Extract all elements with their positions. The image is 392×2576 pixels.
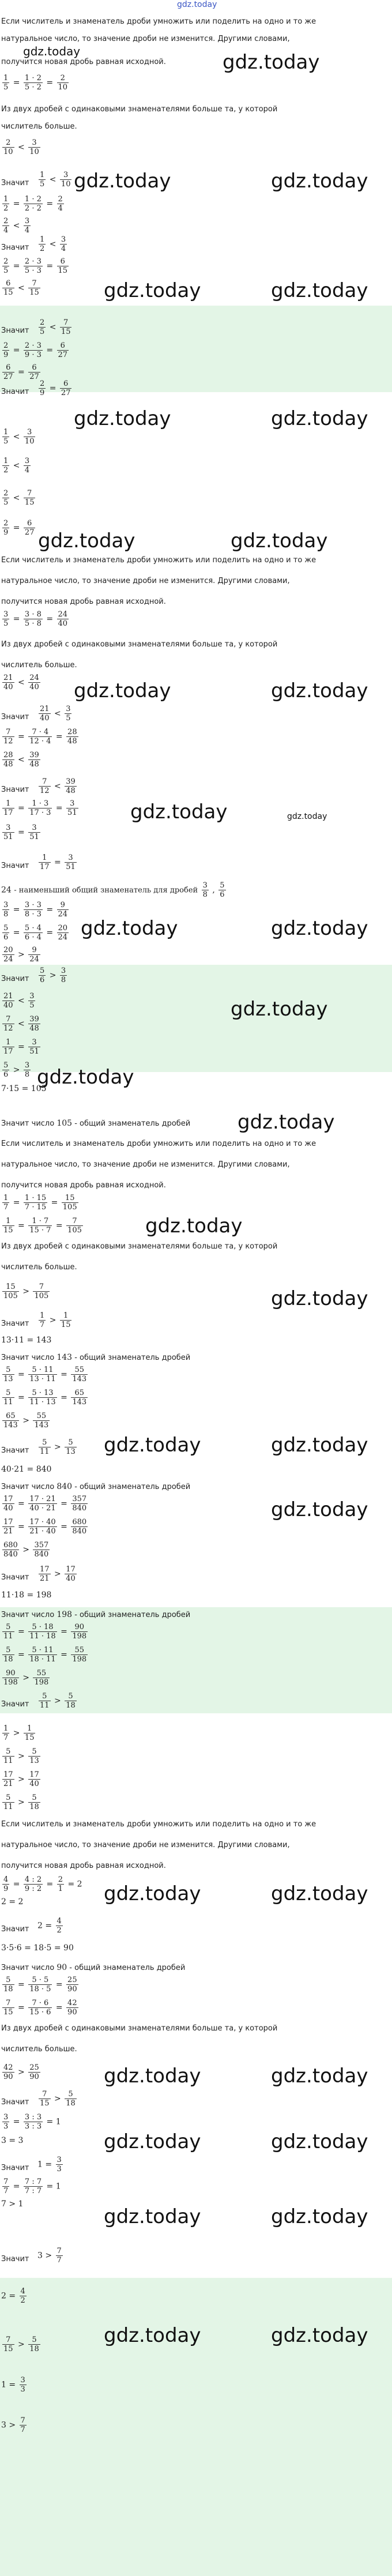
rule-line-3: получится новая дробь равная исходной. bbox=[1, 597, 166, 606]
math-line: $\frac{1}{7}$ = $\frac{1 \cdot 15}{7 \cdot 15}$ = $\frac{15}{105}$ bbox=[3, 1194, 77, 1212]
math-line: $\frac{5}{6}$ = $\frac{5 \cdot 4}{6 \cdot 4}$ = $\frac{20}{24}$ bbox=[3, 924, 68, 942]
answer-line: 3 > $\frac{7}{7}$ bbox=[1, 2416, 25, 2434]
therefore-label: Значит bbox=[1, 2164, 29, 2172]
rule-line-3: получится новая дробь равная исходной. bbox=[1, 1862, 166, 1870]
math-line: $\frac{2}{9}$ = $\frac{2 \cdot 3}{9 \cdot 3}$ = $\frac{6}{27}$ bbox=[3, 341, 68, 359]
math-line: 3·5·6 = 18·5 = 90 bbox=[1, 1943, 74, 1953]
therefore-label: Значит bbox=[1, 1446, 29, 1455]
watermark: gdz.today bbox=[271, 279, 368, 302]
math-line: $\frac{17}{40}$ = $\frac{17 \cdot 21}{40 \cdot 21}$ = $\frac{357}{840}$ bbox=[3, 1495, 87, 1513]
math-line: $\frac{5}{11}$ > $\frac{5}{18}$ bbox=[40, 1692, 76, 1710]
math-line: $\frac{6}{27}$ = $\frac{6}{27}$ bbox=[3, 363, 39, 381]
math-line: $\frac{90}{198}$ > $\frac{55}{198}$ bbox=[3, 1669, 49, 1687]
rule-line-2: натуральное число, то значение дроби не изменится. Другими словами, bbox=[1, 577, 290, 585]
rule-line-3: получится новая дробь равная исходной. bbox=[1, 58, 166, 66]
math-line: $\frac{2}{5}$ < $\frac{7}{15}$ bbox=[40, 318, 71, 336]
math-line: $\frac{1}{5}$ < $\frac{3}{10}$ bbox=[40, 171, 71, 189]
math-line: $\frac{5}{11}$ > $\frac{5}{13}$ bbox=[40, 1438, 76, 1456]
therefore-label: Значит bbox=[1, 1319, 29, 1328]
therefore-label: Значит bbox=[1, 975, 29, 983]
watermark: gdz.today bbox=[271, 1498, 368, 1521]
watermark: gdz.today bbox=[104, 2130, 201, 2153]
watermark: gdz.today bbox=[23, 44, 81, 58]
math-line: $\frac{5}{6}$ > $\frac{3}{8}$ bbox=[40, 967, 66, 984]
math-line: 11·18 = 198 bbox=[1, 1590, 52, 1600]
math-line: $\frac{5}{18}$ = $\frac{5 \cdot 11}{18 \cdot 11}$ = $\frac{55}{198}$ bbox=[3, 1646, 87, 1664]
therefore-label: Значит bbox=[1, 2098, 29, 2107]
math-line: $\frac{3}{5}$ = $\frac{3 \cdot 8}{5 \cdot 8}$ = $\frac{24}{40}$ bbox=[3, 610, 68, 628]
math-line: $\frac{28}{48}$ < $\frac{39}{48}$ bbox=[3, 751, 39, 769]
therefore-label: Значит bbox=[1, 388, 29, 396]
therefore-label: Значит bbox=[1, 243, 29, 252]
rule-line-2: натуральное число, то значение дроби не изменится. Другими словами, bbox=[1, 1160, 290, 1169]
therefore-label: Значит bbox=[1, 785, 29, 794]
watermark: gdz.today bbox=[271, 2205, 368, 2228]
same-denominator-rule-line-2: числитель больше. bbox=[1, 661, 77, 670]
watermark: gdz.today bbox=[231, 529, 328, 552]
answer-block-4 bbox=[0, 2278, 392, 2576]
therefore-label: Значит bbox=[1, 326, 29, 335]
math-line: $\frac{21}{40}$ < $\frac{3}{5}$ bbox=[40, 705, 71, 723]
math-line: $\frac{680}{840}$ > $\frac{357}{840}$ bbox=[3, 1541, 49, 1559]
answer-line: $\frac{17}{21}$ > $\frac{17}{40}$ bbox=[3, 1770, 39, 1788]
math-line: $\frac{7}{15}$ = $\frac{7 \cdot 6}{15 \cdot 6}$ = $\frac{42}{90}$ bbox=[3, 1999, 77, 2017]
watermark: gdz.today bbox=[104, 279, 201, 302]
math-line: $\frac{7}{12}$ < $\frac{39}{48}$ bbox=[40, 777, 76, 795]
answer-line: $\frac{2}{5}$ < $\frac{7}{15}$ bbox=[3, 489, 35, 507]
watermark: gdz.today bbox=[104, 2205, 201, 2228]
watermark: gdz.today bbox=[37, 1066, 134, 1089]
same-denominator-rule-line-1: Из двух дробей с одинаковыми знаменателями больше та, у которой bbox=[1, 640, 278, 649]
common-denominator-label: Значит число 840 - общий знаменатель дробей bbox=[1, 1482, 191, 1491]
math-line: $\frac{1}{17}$ = $\frac{1 \cdot 3}{17 \cdot 3}$ = $\frac{3}{51}$ bbox=[3, 799, 77, 817]
answer-line: 2 = $\frac{4}{2}$ bbox=[1, 2287, 25, 2305]
watermark: gdz.today bbox=[271, 917, 368, 940]
watermark: gdz.today bbox=[130, 800, 228, 823]
therefore-label: Значит bbox=[1, 1573, 29, 1582]
math-line: $\frac{7}{12}$ = $\frac{7 \cdot 4}{12 \cdot 4}$ = $\frac{28}{48}$ bbox=[3, 728, 77, 746]
therefore-label: Значит bbox=[1, 179, 29, 187]
same-denominator-rule-line-1: Из двух дробей с одинаковыми знаменателями больше та, у которой bbox=[1, 105, 278, 114]
math-line: $\frac{5}{11}$ = $\frac{5 \cdot 18}{11 \cdot 18}$ = $\frac{90}{198}$ bbox=[3, 1623, 87, 1641]
watermark: gdz.today bbox=[223, 51, 320, 74]
same-denominator-rule-line-1: Из двух дробей с одинаковыми знаменателями больше та, у которой bbox=[1, 1242, 278, 1251]
answer-line: $\frac{21}{40}$ < $\frac{3}{5}$ bbox=[3, 992, 35, 1010]
answer-line: $\frac{7}{12}$ < $\frac{39}{48}$ bbox=[3, 1015, 39, 1033]
watermark: gdz.today bbox=[104, 1434, 201, 1457]
watermark: gdz.today bbox=[231, 998, 328, 1021]
math-line: $\frac{2}{4}$ < $\frac{3}{4}$ bbox=[3, 217, 30, 235]
watermark: gdz.today bbox=[145, 1214, 243, 1238]
rule-line-2: натуральное число, то значение дроби не изменится. Другими словами, bbox=[1, 1841, 290, 1849]
math-line: $\frac{1}{2}$ = $\frac{1 \cdot 2}{2 \cdot 2}$ = $\frac{2}{4}$ bbox=[3, 195, 63, 213]
common-denominator-label: Значит число 90 - общий знаменатель дробей bbox=[1, 1963, 186, 1972]
math-line: 13·11 = 143 bbox=[1, 1336, 52, 1345]
answer-line: 1 = $\frac{3}{3}$ bbox=[1, 2376, 25, 2394]
math-line: $\frac{4}{9}$ = $\frac{4 : 2}{9 : 2}$ = $\frac{2}{1}$ = 2 bbox=[3, 1875, 82, 1893]
same-denominator-rule-line-2: числитель больше. bbox=[1, 1263, 77, 1272]
math-line: 2 = $\frac{4}{2}$ bbox=[37, 1917, 62, 1935]
answer-line: $\frac{1}{2}$ < $\frac{3}{4}$ bbox=[3, 457, 30, 475]
math-line: $\frac{17}{21}$ > $\frac{17}{40}$ bbox=[40, 1565, 76, 1583]
math-line: $\frac{3}{3}$ = $\frac{3 : 3}{3 : 3}$ = 1 bbox=[3, 2113, 61, 2131]
math-line: $\frac{3}{8}$ = $\frac{3 \cdot 3}{8 \cdot 3}$ = $\frac{9}{24}$ bbox=[3, 901, 68, 919]
math-line: 2 = 2 bbox=[1, 1897, 24, 1906]
watermark: gdz.today bbox=[271, 1287, 368, 1310]
math-line: $\frac{20}{24}$ > $\frac{9}{24}$ bbox=[3, 946, 39, 964]
watermark: gdz.today bbox=[38, 529, 135, 552]
math-line: 3 = 3 bbox=[1, 2136, 24, 2145]
watermark: gdz.today bbox=[271, 2130, 368, 2153]
math-line: 24 - наименьший общий знаменатель для дробей $\frac{3}{8}$ , $\frac{5}{6}$ bbox=[1, 881, 225, 899]
answer-line: $\frac{2}{9}$ = $\frac{6}{27}$ bbox=[3, 519, 35, 537]
common-denominator-label: Значит число 198 - общий знаменатель дробей bbox=[1, 1610, 191, 1619]
math-line: 7·15 = 105 bbox=[1, 1084, 47, 1093]
watermark: gdz.today bbox=[104, 1882, 201, 1905]
watermark: gdz.today bbox=[271, 2324, 368, 2347]
math-line: 3 > $\frac{7}{7}$ bbox=[37, 2247, 62, 2265]
rule-line-1: Если числитель и знаменатель дроби умножить или поделить на одно и то же bbox=[1, 1140, 316, 1148]
math-line: $\frac{1}{15}$ = $\frac{1 \cdot 7}{15 \cdot 7}$ = $\frac{7}{105}$ bbox=[3, 1217, 82, 1235]
rule-line-1: Если числитель и знаменатель дроби умножить или поделить на одно и то же bbox=[1, 556, 316, 565]
math-line: 40·21 = 840 bbox=[1, 1465, 52, 1474]
rule-line-1: Если числитель и знаменатель дроби умножить или поделить на одно и то же bbox=[1, 17, 316, 26]
math-line: 7 > 1 bbox=[1, 2199, 24, 2209]
math-line: $\frac{1}{5}$ = $\frac{1 \cdot 2}{5 \cdot 2}$ = $\frac{2}{10}$ bbox=[3, 74, 68, 92]
watermark-top[interactable]: gdz.today bbox=[177, 0, 217, 9]
watermark: gdz.today bbox=[238, 1111, 335, 1134]
answer-line: $\frac{5}{11}$ > $\frac{5}{18}$ bbox=[3, 1793, 39, 1811]
therefore-label: Значит bbox=[1, 2255, 29, 2263]
watermark: gdz.today bbox=[74, 170, 171, 193]
math-line: $\frac{2}{9}$ = $\frac{6}{27}$ bbox=[40, 379, 71, 397]
math-line: 1 = $\frac{3}{3}$ bbox=[37, 2156, 62, 2173]
rule-line-1: Если числитель и знаменатель дроби умножить или поделить на одно и то же bbox=[1, 1820, 316, 1829]
math-line: $\frac{1}{2}$ < $\frac{3}{4}$ bbox=[40, 235, 66, 253]
common-denominator-label: Значит число 143 - общий знаменатель дробей bbox=[1, 1353, 191, 1362]
watermark: gdz.today bbox=[271, 170, 368, 193]
math-line: $\frac{6}{15}$ < $\frac{7}{15}$ bbox=[3, 279, 39, 297]
math-line: $\frac{5}{11}$ = $\frac{5 \cdot 13}{11 \cdot 13}$ = $\frac{65}{143}$ bbox=[3, 1389, 87, 1407]
therefore-label: Значит bbox=[1, 1700, 29, 1709]
watermark: gdz.today bbox=[81, 917, 178, 940]
same-denominator-rule-line-2: числитель больше. bbox=[1, 2045, 77, 2054]
watermark: gdz.today bbox=[104, 2324, 201, 2347]
answer-line: $\frac{5}{6}$ > $\frac{3}{8}$ bbox=[3, 1061, 30, 1079]
answer-line: $\frac{5}{11}$ > $\frac{5}{13}$ bbox=[3, 1747, 39, 1765]
watermark: gdz.today bbox=[271, 407, 368, 430]
math-line: $\frac{3}{51}$ = $\frac{3}{51}$ bbox=[3, 823, 39, 841]
math-line: $\frac{65}{143}$ > $\frac{55}{143}$ bbox=[3, 1412, 49, 1430]
math-line: $\frac{1}{7}$ > $\frac{1}{15}$ bbox=[40, 1311, 71, 1329]
watermark: gdz.today bbox=[104, 2064, 201, 2088]
therefore-label: Значит bbox=[1, 713, 29, 721]
math-line: $\frac{2}{10}$ < $\frac{3}{10}$ bbox=[3, 138, 39, 156]
math-line: $\frac{42}{90}$ > $\frac{25}{90}$ bbox=[3, 2063, 39, 2081]
therefore-label: Значит bbox=[1, 1925, 29, 1934]
watermark: gdz.today bbox=[271, 2064, 368, 2088]
math-line: $\frac{2}{5}$ = $\frac{2 \cdot 3}{5 \cdot 3}$ = $\frac{6}{15}$ bbox=[3, 257, 68, 275]
math-line: $\frac{5}{13}$ = $\frac{5 \cdot 11}{13 \cdot 11}$ = $\frac{55}{143}$ bbox=[3, 1366, 87, 1383]
watermark: gdz.today bbox=[271, 1434, 368, 1457]
rule-line-3: получится новая дробь равная исходной. bbox=[1, 1181, 166, 1190]
answer-line: $\frac{1}{7}$ > $\frac{1}{15}$ bbox=[3, 1724, 35, 1742]
math-line: $\frac{5}{18}$ = $\frac{5 \cdot 5}{18 \cdot 5}$ = $\frac{25}{90}$ bbox=[3, 1976, 77, 1994]
same-denominator-rule-line-1: Из двух дробей с одинаковыми знаменателями больше та, у которой bbox=[1, 2024, 278, 2033]
answer-line: $\frac{1}{17}$ = $\frac{3}{51}$ bbox=[3, 1038, 39, 1056]
math-line: $\frac{1}{17}$ = $\frac{3}{51}$ bbox=[40, 853, 76, 871]
math-line: $\frac{17}{21}$ = $\frac{17 \cdot 40}{21 \cdot 40}$ = $\frac{680}{840}$ bbox=[3, 1518, 87, 1536]
watermark: gdz.today bbox=[271, 1882, 368, 1905]
math-line: $\frac{15}{105}$ > $\frac{7}{105}$ bbox=[3, 1283, 49, 1300]
rule-line-2: натуральное число, то значение дроби не изменится. Другими словами, bbox=[1, 35, 290, 43]
math-line: $\frac{7}{15}$ > $\frac{5}{18}$ bbox=[40, 2090, 76, 2108]
answer-line: $\frac{7}{15}$ > $\frac{5}{18}$ bbox=[3, 2336, 39, 2353]
answer-line: $\frac{1}{5}$ < $\frac{3}{10}$ bbox=[3, 428, 35, 446]
watermark: gdz.today bbox=[74, 679, 171, 702]
common-denominator-label: Значит число 105 - общий знаменатель дробей bbox=[1, 1119, 191, 1128]
watermark: gdz.today bbox=[271, 679, 368, 702]
math-line: $\frac{21}{40}$ < $\frac{24}{40}$ bbox=[3, 674, 39, 691]
therefore-label: Значит bbox=[1, 862, 29, 870]
watermark: gdz.today bbox=[287, 812, 327, 821]
math-line: $\frac{7}{7}$ = $\frac{7 : 7}{7 : 7}$ = 1 bbox=[3, 2178, 61, 2195]
watermark: gdz.today bbox=[74, 407, 171, 430]
same-denominator-rule-line-2: числитель больше. bbox=[1, 122, 77, 131]
